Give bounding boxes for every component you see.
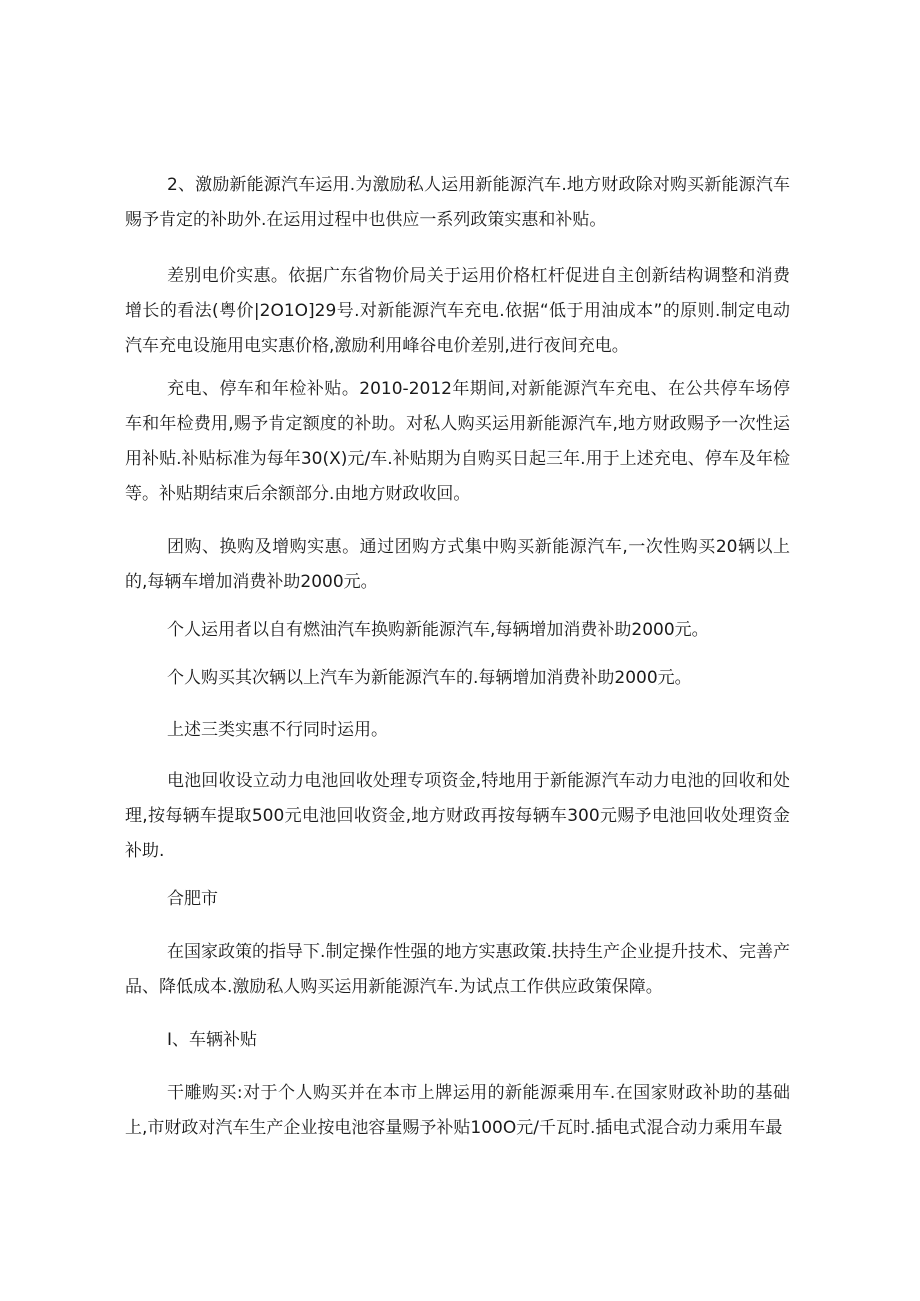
paragraph-battery-recycling: 电池回收设立动力电池回收处理专项资金,特地用于新能源汽车动力电池的回收和处理,按每辆车提取500元电池回收资金,地方财政再按每辆车300元赐予电池回收处理资金补助. (125, 771, 790, 861)
paragraph-electricity-price: 差别电价实惠。依据广东省物价局关于运用价格杠杆促进自主创新结构调整和消费增长的看法(粤价|2O1O]29号.对新能源汽车充电.依据“低于用油成本”的原则.制定电动汽车充电设施用电实惠价格,激励利用峰谷电价差别,进行夜间充电。 (125, 266, 790, 356)
paragraph-trade-in: 个人运用者以自有燃油汽车换购新能源汽车,每辆增加消费补助2000元。 (167, 620, 709, 640)
paragraph-hefei-policy: 在国家政策的指导下.制定操作性强的地方实惠政策.扶持生产企业提升技术、完善产品、降低成本.激励私人购买运用新能源汽车.为试点工作供应政策保障。 (125, 942, 790, 997)
section-heading-hefei: 合肥市 (167, 889, 218, 909)
paragraph-group-purchase: 团购、换购及增购实惠。通过团购方式集中购买新能源汽车,一次性购买20辆以上的,每辆车增加消费补助2000元。 (125, 537, 790, 592)
paragraph-no-combination: 上述三类实惠不行同时运用。 (167, 720, 388, 740)
paragraph-second-vehicle: 个人购买其次辆以上汽车为新能源汽车的.每辆增加消费补助2000元。 (167, 668, 692, 688)
paragraph-charging-parking-subsidy: 充电、停车和年检补贴。2010-2012年期间,对新能源汽车充电、在公共停车场停车和年检费用,赐予肯定额度的补助。对私人购买运用新能源汽车,地方财政赐予一次性运用补贴.补贴标准为每年30(X)元/车.补贴期为自购买日起三年.用于上述充电、停车及年检等。补贴期结束后余额部分.由地方财政收回。 (125, 379, 790, 504)
paragraph-purchase-subsidy: 干雕购买:对于个人购买并在本市上牌运用的新能源乘用车.在国家财政补助的基础上,市财政对汽车生产企业按电池容量赐予补贴100O元/千瓦时.插电式混合动力乘用车最 (125, 1083, 790, 1138)
paragraph-encourage-use: 2、激励新能源汽车运用.为激励私人运用新能源汽车.地方财政除对购买新能源汽车赐予肯定的补助外.在运用过程中也供应一系列政策实惠和补贴。 (125, 175, 790, 230)
section-heading-vehicle-subsidy: I、车辆补贴 (167, 1030, 258, 1050)
